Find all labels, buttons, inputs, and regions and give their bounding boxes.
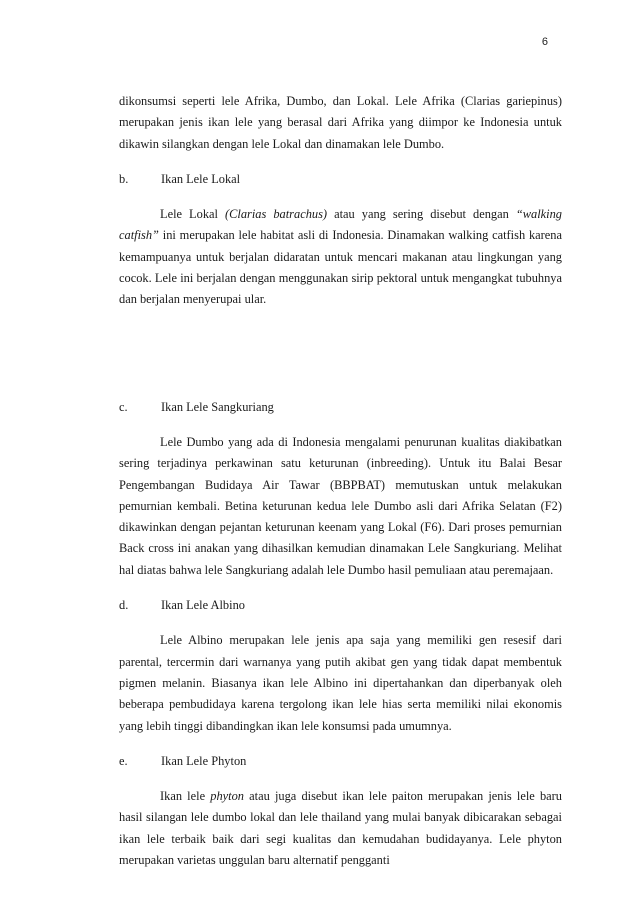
- section-b-title: Ikan Lele Lokal: [161, 171, 241, 186]
- section-c-letter: c.: [119, 399, 128, 414]
- section-b-italic-1: (Clarias batrachus): [225, 207, 328, 222]
- section-d-paragraph: Lele Albino merupakan lele jenis apa saja yang memiliki gen resesif dari parental, tercermin dari warnanya yang putih akibat gen yang tidak dapat membentuk pigmen melanin. Biasanya ikan lele Albino ini dipertahankan dan diperbanyak oleh beberapa pembudidaya karena tergolong ikan lele hias serta memiliki nilai ekonomis yang lebih tinggi dibandingkan ikan lele konsumsi pada umumnya.: [119, 633, 562, 733]
- section-d-title: Ikan Lele Albino: [161, 598, 245, 613]
- section-e-letter: e.: [119, 753, 128, 768]
- section-b-paragraph: [119, 204, 562, 310]
- section-e-title: Ikan Lele Phyton: [161, 753, 247, 768]
- section-c-title: Ikan Lele Sangkuriang: [161, 399, 274, 414]
- section-b-text-2: atau yang sering disebut dengan: [327, 207, 516, 222]
- section-c-heading: [119, 397, 562, 418]
- section-b-text-3: ini merupakan lele habitat asli di Indonesia. Dinamakan walking catfish karena kemampuanya untuk berjalan didaratan untuk mencari makanan atau lingkungan yang cocok. Lele ini berjalan dengan menggunakan sirip pektoral untuk mengangkat tubuhnya dan berjalan menyerupai ular.: [119, 228, 562, 307]
- intro-paragraph: dikonsumsi seperti lele Afrika, Dumbo, dan Lokal. Lele Afrika (Clarias gariepinus) merupakan jenis ikan lele yang berasal dari Afrika yang diimpor ke Indonesia untuk dikawin silangkan dengan lele Lokal dan dinamakan lele Dumbo.: [119, 94, 562, 151]
- section-e-text-1: Ikan lele: [160, 789, 211, 804]
- section-d-letter: d.: [119, 598, 129, 613]
- section-c-paragraph: Lele Dumbo yang ada di Indonesia mengalami penurunan kualitas diakibatkan sering terjadinya perkawinan satu keturunan (inbreeding). Untuk itu Balai Besar Pengembangan Budidaya Air Tawar (BBPBAT) memutuskan untuk melakukan pemurnian kembali. Betina keturunan kedua lele Dumbo asli dari Afrika Selatan (F2) dikawinkan dengan pejantan keturunan keenam yang Lokal (F6). Dari proses pemurnian Back cross ini anakan yang dihasilkan kemudian dinamakan Lele Sangkuriang. Melihat hal diatas bahwa lele Sangkuriang adalah lele Dumbo hasil pemuliaan atau peremajaan.: [119, 434, 562, 577]
- body-text: [119, 91, 562, 871]
- page-number: 6: [541, 36, 548, 48]
- section-e-italic: phyton: [210, 789, 244, 804]
- section-b-text-1: Lele Lokal: [160, 207, 225, 222]
- section-e-paragraph: [119, 786, 562, 871]
- section-d-heading: [119, 595, 562, 616]
- section-e-heading: [119, 751, 562, 772]
- section-b-letter: b.: [119, 171, 129, 186]
- section-e-text-2: atau juga disebut ikan lele paiton merupakan jenis lele baru hasil silangan lele dumbo lokal dan lele thailand yang mulai banyak dibicarakan sebagai ikan lele terbaik baik dari segi kualitas dan kemudahan budidayanya. Lele phyton merupakan varietas unggulan baru alternatif pengganti: [119, 789, 562, 868]
- section-b-italic-2: “walking catfish”: [119, 207, 562, 243]
- section-b-heading: [119, 169, 562, 190]
